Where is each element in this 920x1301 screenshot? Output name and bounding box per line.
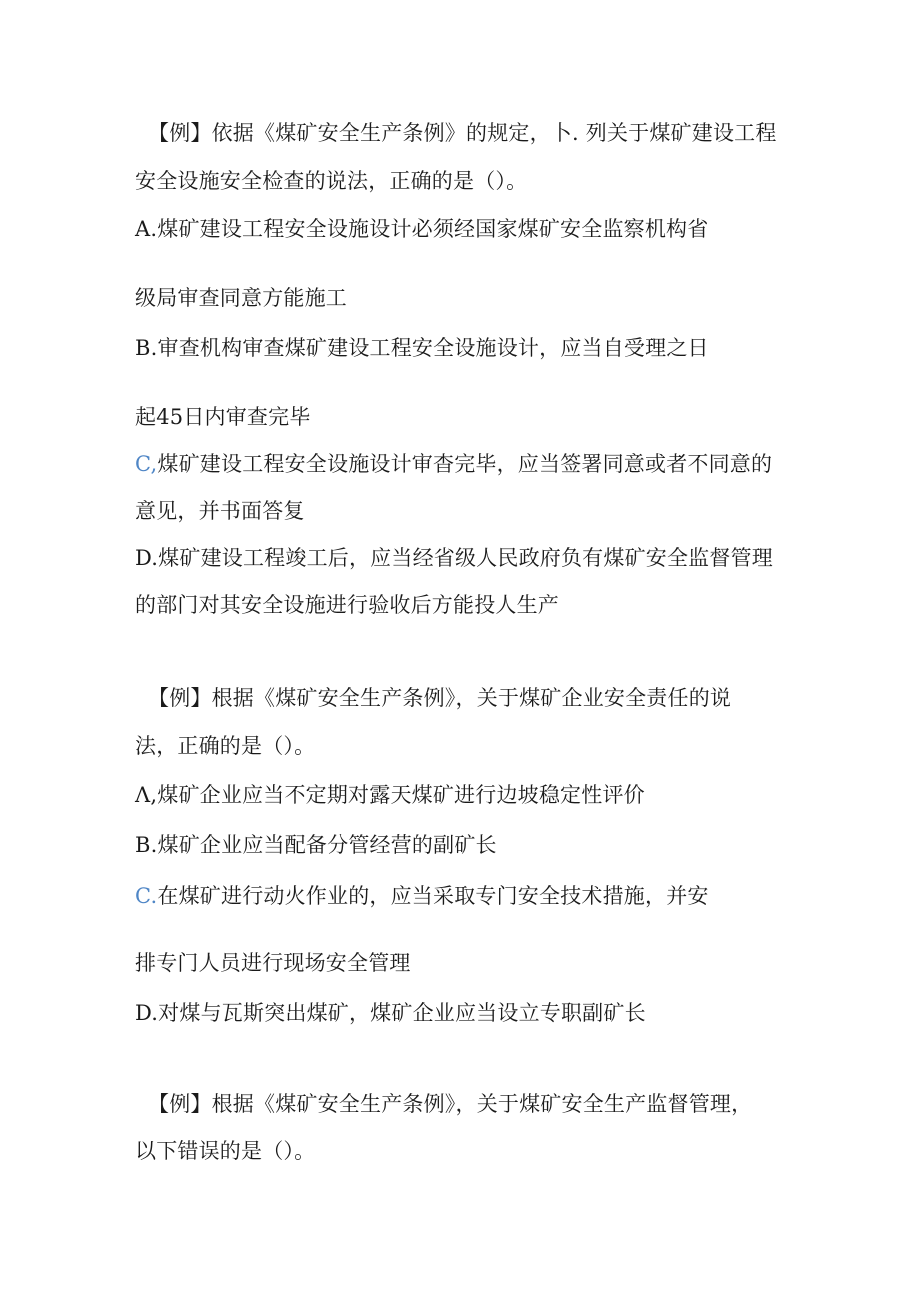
question-1-option-c-cont: 意见，并书面答复 bbox=[135, 499, 305, 523]
option-prefix: B. bbox=[135, 336, 158, 360]
option-text: 煤矿企业应当配备分管经营的副矿长 bbox=[157, 833, 497, 857]
option-prefix: B. bbox=[135, 833, 158, 857]
question-2-option-c bbox=[135, 881, 709, 911]
option-prefix: A. bbox=[135, 217, 158, 241]
option-prefix: D. bbox=[135, 1001, 159, 1025]
question-3-stem-line-1: 【例】根据《煤矿安全生产条例》，关于煤矿安全生产监督管理， bbox=[148, 1092, 753, 1116]
question-1-option-d bbox=[135, 543, 773, 573]
question-1-option-b-cont: 起45日内审查完毕 bbox=[135, 405, 311, 429]
question-1-option-d-cont: 的部门对其安全设施进行验收后方能投人生产 bbox=[135, 593, 559, 617]
question-1-option-a bbox=[135, 214, 708, 244]
option-text: 煤矿企业应当不定期对露天煤矿进行边坡稳定性评价 bbox=[157, 783, 645, 807]
option-text: 在煤矿进行动火作业的，应当采取专门安全技术措施，并安 bbox=[157, 884, 709, 908]
question-2-option-c-cont: 排专门人员进行现场安全管理 bbox=[135, 951, 411, 975]
option-text: 煤矿建设工程安全设施设计审杳完毕，应当签署同意或者不同意的 bbox=[157, 452, 773, 476]
question-1-stem-line-1: 【例】依据《煤矿安全生产条例》的规定，卜. 列关于煤矿建设工程 bbox=[148, 121, 777, 145]
question-1-option-c bbox=[135, 449, 772, 479]
question-1-stem-line-2: 安全设施安全检查的说法，正确的是（）。 bbox=[135, 169, 528, 193]
question-2-option-d bbox=[135, 998, 646, 1028]
question-1-option-b bbox=[135, 333, 709, 363]
option-text: 审查机构审查煤矿建设工程安全设施设计，应当自受理之日 bbox=[157, 336, 709, 360]
question-2-option-b bbox=[135, 830, 497, 860]
option-prefix: D. bbox=[135, 546, 159, 570]
question-2-stem-line-1: 【例】根据《煤矿安全生产条例》，关于煤矿企业安全责任的说 bbox=[148, 686, 732, 710]
question-1-option-a-cont: 级局审查同意方能施工 bbox=[135, 286, 347, 310]
option-text: 煤矿建设工程安全设施设计必须经国家煤矿安全监察机构省 bbox=[157, 217, 709, 241]
question-2-stem-line-2: 法，正确的是（）。 bbox=[135, 734, 316, 758]
option-prefix: C, bbox=[135, 452, 158, 476]
question-3-stem-line-2: 以下错误的是（）。 bbox=[135, 1139, 316, 1163]
option-text: 对煤与瓦斯突出煤矿，煤矿企业应当设立专职副矿长 bbox=[158, 1001, 646, 1025]
option-text: 煤矿建设工程竣工后，应当经省级人民政府负有煤矿安全监督管理 bbox=[158, 546, 773, 570]
question-2-option-a bbox=[135, 780, 645, 810]
option-prefix: Λ, bbox=[135, 783, 158, 807]
option-prefix: C. bbox=[135, 884, 158, 908]
